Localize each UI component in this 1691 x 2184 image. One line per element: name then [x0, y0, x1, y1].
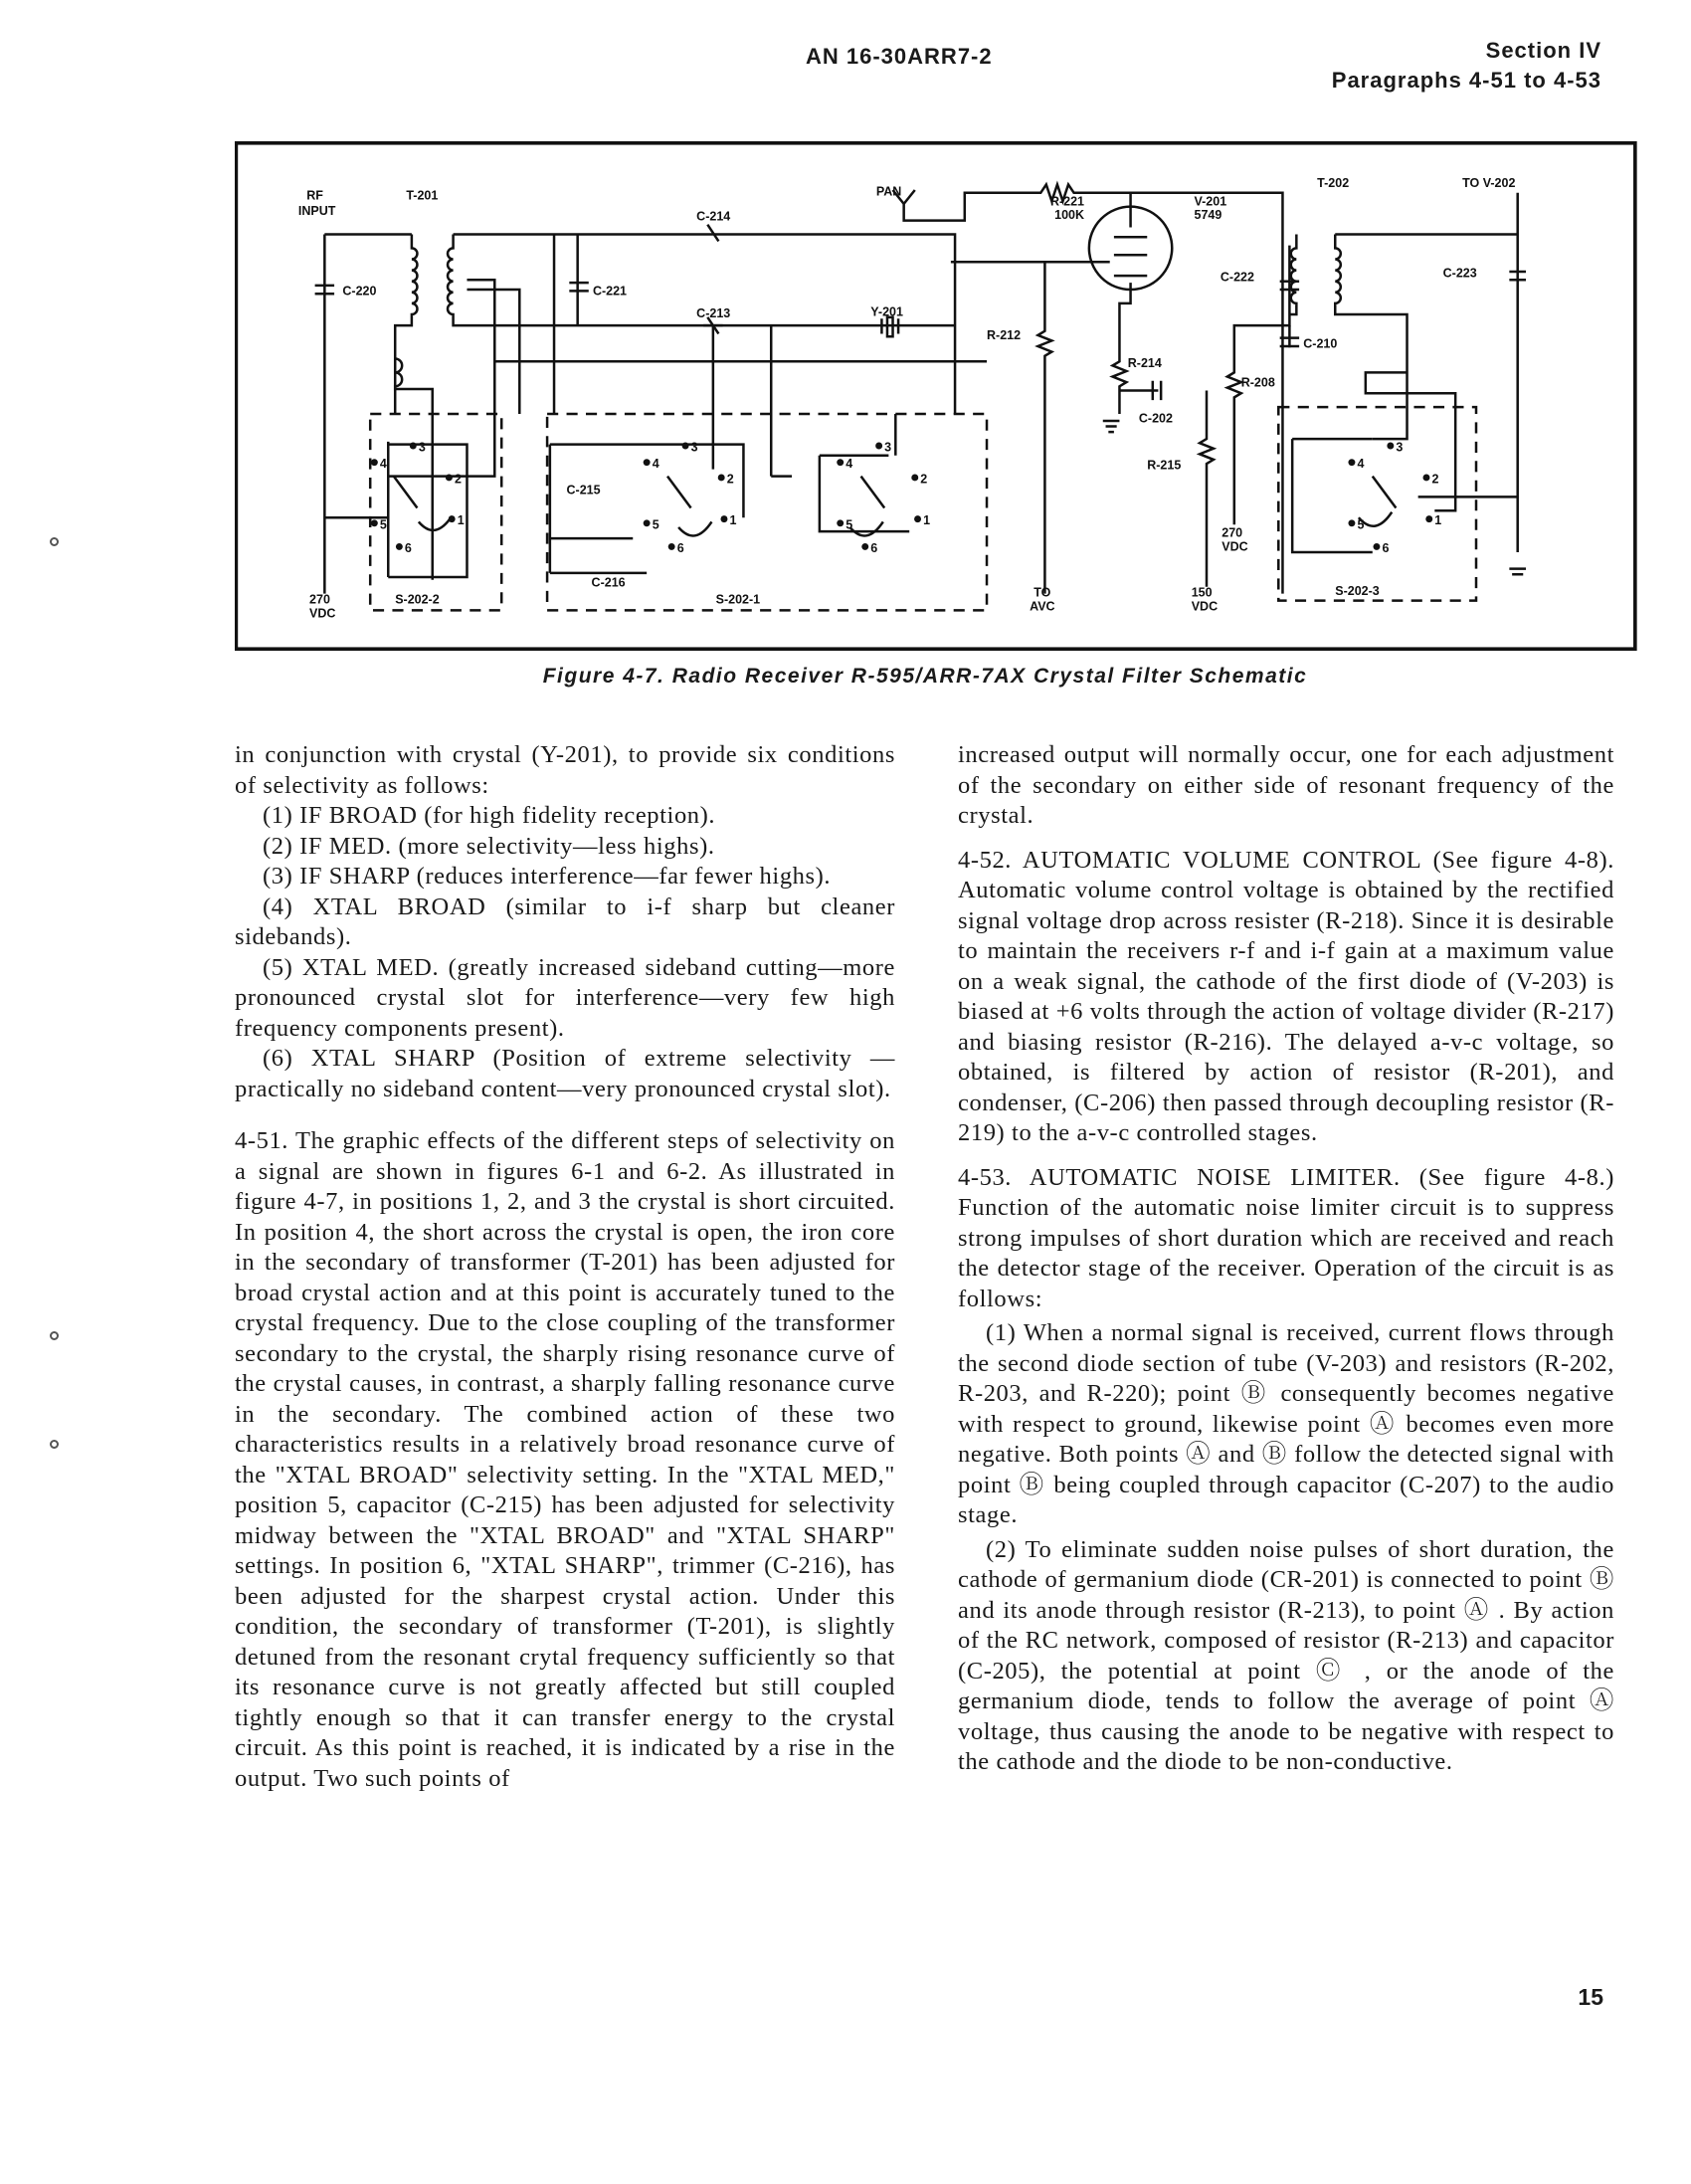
switch-position-4: 4	[1357, 457, 1365, 472]
page-number: 15	[1578, 1984, 1603, 2010]
label-c202: C-202	[1138, 411, 1173, 426]
switch-position-1: 1	[457, 513, 465, 528]
section-number: Section IV	[1485, 38, 1601, 63]
switch-position-6: 6	[676, 540, 684, 555]
label-v201-type: 5749	[1194, 208, 1222, 223]
switch-contact	[1387, 443, 1394, 450]
paragraph-4-52: 4-52. AUTOMATIC VOLUME CONTROL (See figure 4-8). Automatic volume control voltage is obtained by the rectified signal voltage drop across resister (R-218). Since it is desirable to maintain the receivers r-f and i-f gain at a maximum value on a weak signal, the cathode of the first diode of (V-203) is biased at +6 volts through the action of voltage divider (R-217) and biasing resistor (R-216). The delayed a-v-c voltage, so obtained, is filtered by action of resistor (R-201), and condenser, (C-206) then passed through decoupling resistor (R-219) to the a-v-c controlled stages.	[958, 846, 1614, 1146]
switch-contact	[837, 519, 844, 526]
continued-paragraph: increased output will normally occur, one for each adjustment of the secondary on either side of resonant frequency of the crystal.	[958, 741, 1614, 829]
label-c223: C-223	[1442, 266, 1477, 281]
switch-contact	[1348, 519, 1355, 526]
switch-position-6: 6	[1382, 540, 1390, 555]
label-c221: C-221	[592, 284, 628, 298]
schematic-labels	[298, 176, 1516, 620]
label-to-v202: TO V-202	[1462, 176, 1516, 191]
switch-position-6: 6	[404, 540, 412, 555]
switch-position-5: 5	[1357, 517, 1365, 532]
label-r212: R-212	[987, 328, 1022, 343]
label-c220: C-220	[342, 284, 377, 298]
switch-contact	[396, 543, 403, 550]
switch-contact	[668, 543, 675, 550]
switch-position-1: 1	[729, 513, 737, 528]
noise-limiter-step-1: (1) When a normal signal is received, current flows through the second diode section of tube (V-203) and resistors (R-202, R-203, and R-220); point Ⓑ consequently becomes negative with respect to ground, likewise point Ⓐ becomes even more negative. Both points Ⓐ and Ⓑ follow the detected signal with point Ⓑ being coupled through capacitor (C-207) to the audio stage.	[958, 1319, 1614, 1528]
switch-contact	[914, 515, 921, 522]
switch-contact	[644, 519, 651, 526]
switch-contact	[1373, 543, 1380, 550]
label-to-avc-2: AVC	[1030, 599, 1055, 614]
left-column	[235, 740, 895, 1808]
switch-position-5: 5	[652, 517, 659, 532]
switch-contact	[875, 443, 882, 450]
switch-position-5: 5	[846, 517, 853, 532]
label-s202-1: S-202-1	[715, 592, 761, 607]
label-pan: PAN	[875, 184, 902, 199]
label-270vdc-right: 270	[1221, 525, 1243, 540]
label-r214: R-214	[1127, 355, 1162, 370]
switch-position-3: 3	[884, 440, 892, 455]
paragraph-4-51: 4-51. The graphic effects of the different steps of selectivity on a signal are shown in figures 6-1 and 6-2. As illustrated in figure 4-7, in positions 1, 2, and 3 the crystal is short circuited. In position 4, the short across the crystal is open, the iron core in the secondary of transformer (T-201) has been adjusted for broad crystal action and at this point is accurately tuned to the crystal frequency. Due to the close coupling of the transformer secondary to the crystal, the sharply rising resonance curve of the crystal causes, in contrast, a sharply falling resonance curve in the secondary. The combined action of these two characteristics results in a relatively broad resonance curve of the "XTAL BROAD" selectivity setting. In the "XTAL MED," position 5, capacitor (C-215) has been adjusted for selectivity midway between the "XTAL BROAD" and "XTAL SHARP" settings. In position 6, "XTAL SHARP", trimmer (C-216), has been adjusted for the sharpest crystal action. Under this condition, the secondary of transformer (T-201), is slightly detuned from the resonant crytal frequency sufficiently so that its resonance curve is not greatly affected but still coupled tightly enough so that it can transfer energy to the crystal circuit. As this point is reached, it is indicated by a rise in the output. Two such points of	[235, 1127, 895, 1792]
switch-contact	[861, 543, 868, 550]
noise-limiter-step-2: (2) To eliminate sudden noise pulses of short duration, the cathode of germanium diode (CR-201) is connected to point Ⓑ and its anode through resistor (R-213), to point Ⓐ . By action of the RC network, composed of resistor (R-213) and capacitor (C-205), the potential at point Ⓒ , or the anode of the germanium diode, tends to follow the average of point Ⓐ voltage, thus causing the anode to be negative with respect to the cathode and the diode to be non-conductive.	[958, 1535, 1614, 1775]
switch-contact	[911, 474, 918, 481]
label-c213: C-213	[696, 305, 731, 320]
right-column	[958, 740, 1614, 1778]
switch-contact	[371, 519, 378, 526]
switch-contact	[644, 459, 651, 466]
selectivity-item: (5) XTAL MED. (greatly increased sideband cutting—more pronounced crystal slot for interference—very few high frequency components present).	[235, 953, 895, 1042]
label-150vdc: 150	[1191, 585, 1213, 600]
label-270vdc-left-2: VDC	[309, 606, 336, 621]
selectivity-item: (1) IF BROAD (for high fidelity reception).	[263, 802, 716, 829]
switch-position-3: 3	[1396, 440, 1404, 455]
figure-caption: Figure 4-7. Radio Receiver R-595/ARR-7AX Crystal Filter Schematic	[542, 665, 1308, 688]
label-t201: T-201	[406, 188, 439, 203]
switch-contact	[721, 515, 728, 522]
label-r221-value: 100K	[1054, 208, 1085, 223]
switch-contact	[682, 443, 689, 450]
selectivity-item: (3) IF SHARP (reduces interference—far fewer highs).	[263, 863, 832, 890]
label-t202: T-202	[1317, 176, 1350, 191]
switch-position-6: 6	[870, 540, 878, 555]
switch-position-4: 4	[379, 457, 387, 472]
margin-mark	[50, 1440, 59, 1449]
label-150vdc-2: VDC	[1191, 599, 1219, 614]
switch-position-4: 4	[652, 457, 659, 472]
switch-position-numbers	[371, 441, 1441, 555]
switch-contact	[449, 515, 456, 522]
label-c216: C-216	[591, 575, 626, 590]
switch-position-5: 5	[379, 517, 387, 532]
paragraph-4-53: 4-53. AUTOMATIC NOISE LIMITER. (See figure 4-8.) Function of the automatic noise limiter circuit is to suppress strong impulses of short duration which are received and reach the detector stage of the receiver. Operation of the circuit is as follows:	[958, 1163, 1614, 1312]
label-c210: C-210	[1303, 336, 1338, 351]
label-s202-3: S-202-3	[1335, 584, 1380, 599]
switch-position-3: 3	[690, 440, 698, 455]
label-y201: Y-201	[870, 304, 903, 319]
switch-contact	[1425, 515, 1432, 522]
switch-contact	[1348, 459, 1355, 466]
intro-paragraph: in conjunction with crystal (Y-201), to provide six conditions of selectivity as follows:	[235, 741, 895, 799]
section-header	[1332, 36, 1601, 96]
label-270vdc-right-2: VDC	[1221, 539, 1248, 554]
switch-contact	[371, 459, 378, 466]
crystal-filter-schematic	[235, 140, 1639, 652]
selectivity-item: (2) IF MED. (more selectivity—less highs).	[263, 832, 715, 860]
label-rf-input-2: INPUT	[297, 204, 336, 219]
switch-contact	[410, 443, 417, 450]
switch-position-1: 1	[1434, 513, 1442, 528]
switch-position-2: 2	[454, 472, 462, 487]
label-r221: R-221	[1049, 194, 1085, 209]
label-c214: C-214	[696, 209, 731, 224]
switch-contact	[718, 474, 725, 481]
document-id: AN 16-30ARR7-2	[806, 44, 993, 69]
switch-s202-3-box	[1278, 407, 1476, 600]
label-270vdc-left: 270	[309, 592, 330, 607]
paragraph-range: Paragraphs 4-51 to 4-53	[1331, 68, 1601, 93]
switch-contact	[837, 459, 844, 466]
switch-position-2: 2	[1431, 472, 1439, 487]
switch-position-3: 3	[418, 440, 426, 455]
label-r208: R-208	[1240, 375, 1275, 390]
switch-position-2: 2	[726, 472, 734, 487]
label-r215: R-215	[1147, 458, 1182, 473]
label-v201: V-201	[1194, 194, 1227, 209]
selectivity-item: (4) XTAL BROAD (similar to i-f sharp but cleaner sidebands).	[235, 893, 895, 950]
switch-position-4: 4	[846, 457, 853, 472]
label-s202-2: S-202-2	[395, 592, 440, 607]
margin-mark	[50, 1331, 59, 1340]
switch-contact	[446, 474, 453, 481]
margin-mark	[50, 537, 59, 546]
switch-position-2: 2	[920, 472, 928, 487]
label-c222: C-222	[1220, 270, 1254, 285]
switch-contact	[1423, 474, 1430, 481]
figure-frame	[236, 143, 1634, 649]
label-to-avc: TO	[1033, 585, 1051, 600]
selectivity-item: (6) XTAL SHARP (Position of extreme selectivity —practically no sideband content—very pronounced crystal slot).	[235, 1045, 895, 1102]
t201-primary	[395, 234, 417, 414]
label-c215: C-215	[566, 483, 601, 497]
switch-position-1: 1	[923, 513, 931, 528]
label-rf-input: RF	[306, 188, 323, 203]
